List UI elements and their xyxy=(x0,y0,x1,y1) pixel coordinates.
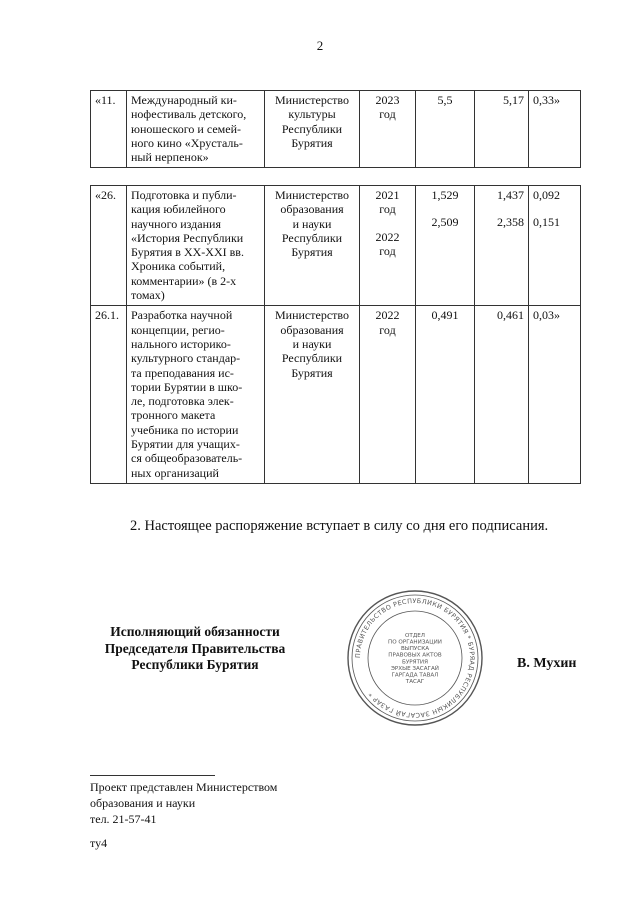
event-line: Разработка научной xyxy=(131,308,233,323)
footer-note xyxy=(90,779,277,827)
event-description xyxy=(127,91,265,168)
value-line: 2,358 xyxy=(497,215,524,230)
event-line: ный нерпенок» xyxy=(131,150,209,165)
event-description xyxy=(127,186,265,306)
signer-name: В. Мухин xyxy=(517,656,577,671)
year-line: год xyxy=(379,243,396,258)
event-line: Подготовка и публи- xyxy=(131,188,237,202)
org-line: Республики xyxy=(281,121,343,136)
event-line: Хроника событий, xyxy=(131,259,226,274)
value-total: 5,5 xyxy=(416,91,475,168)
clause-effective-date: 2. Настоящее распоряжение вступает в силу со дня его подписания. xyxy=(130,518,549,534)
responsible-org xyxy=(265,186,360,306)
signer-title xyxy=(80,624,310,674)
year-line: год xyxy=(379,107,396,122)
event-line: концепции, регио- xyxy=(131,322,225,337)
org-line: Республики xyxy=(281,351,343,366)
document-code: ту4 xyxy=(90,836,108,850)
event-line: ле, подготовка элек- xyxy=(131,394,234,409)
event-line: нального историко- xyxy=(131,336,231,351)
org-line: Бурятия xyxy=(291,135,333,150)
value-line: 0,151 xyxy=(533,215,560,230)
row-number: «11. xyxy=(91,91,127,168)
table-row xyxy=(91,186,581,306)
org-line: образования xyxy=(280,202,344,217)
responsible-org xyxy=(265,91,360,168)
seal-center-line: БУРЯТИЯ xyxy=(402,659,428,666)
value-line: 2,509 xyxy=(431,215,459,230)
org-line: Республики xyxy=(281,230,343,245)
org-line: Министерство xyxy=(275,188,349,202)
footer-divider xyxy=(90,775,215,776)
value-budget: 0,461 xyxy=(475,306,529,484)
seal-center-line: ГАРГАДА ТАВАЛ xyxy=(391,672,439,679)
org-line: образования xyxy=(280,322,344,337)
footer-note-line: Проект представлен Министерством xyxy=(90,780,278,794)
value-line: 1,437 xyxy=(497,188,524,202)
year-line: год xyxy=(379,322,396,337)
year-line: 2021 xyxy=(375,188,400,202)
event-line: ных организаций xyxy=(131,465,219,480)
year-line: 2022 xyxy=(375,308,400,323)
event-line: юношеского и семей- xyxy=(131,121,241,136)
event-line: кация юбилейного xyxy=(131,202,226,217)
seal-center-line: ПРАВОВЫХ АКТОВ xyxy=(388,652,442,659)
event-line: та преподавания ис- xyxy=(131,365,234,380)
year-line: год xyxy=(379,202,396,217)
signer-title-line: Республики Бурятия xyxy=(131,657,259,672)
seal-center-text xyxy=(388,633,442,685)
org-line: Министерство xyxy=(275,308,349,323)
event-line: томах) xyxy=(131,288,165,303)
value-budget: 5,17 xyxy=(475,91,529,168)
table-row xyxy=(91,91,581,168)
event-line: ся общеобразователь- xyxy=(131,451,243,466)
table-history-projects xyxy=(90,185,581,484)
value-line: 0,092 xyxy=(533,188,560,202)
event-line: нофестиваль детского, xyxy=(131,107,247,122)
value-other: 0,03» xyxy=(529,306,581,484)
org-line: и науки xyxy=(292,336,332,351)
year-cell xyxy=(360,306,416,484)
page-number: 2 xyxy=(316,38,324,53)
table-row xyxy=(91,306,581,484)
event-line: Бурятия в XX-XXI вв. xyxy=(131,245,244,260)
event-line: «История Республики xyxy=(131,230,244,245)
org-line: Бурятия xyxy=(291,245,333,260)
org-line: Бурятия xyxy=(291,365,333,380)
row-number: «26. xyxy=(91,186,127,306)
year-line: 2023 xyxy=(375,93,400,107)
org-line: и науки xyxy=(292,216,332,231)
year-line: 2022 xyxy=(375,229,400,244)
responsible-org xyxy=(265,306,360,484)
org-line: культуры xyxy=(288,107,336,122)
event-line: ного кино «Хрусталь- xyxy=(131,135,243,150)
signer-title-line: Исполняющий обязанности xyxy=(110,624,280,639)
event-description xyxy=(127,306,265,484)
seal-center-line: ОТДЕЛ xyxy=(405,632,425,639)
event-line: научного издания xyxy=(131,216,221,231)
value-budget xyxy=(475,186,529,306)
value-total: 0,491 xyxy=(416,306,475,484)
year-cell xyxy=(360,91,416,168)
event-line: тории Бурятии в шко- xyxy=(131,379,243,394)
footer-note-line: тел. 21-57-41 xyxy=(90,812,157,826)
event-line: тронного макета xyxy=(131,408,216,423)
seal-center-line: ТАСАГ xyxy=(405,679,425,686)
value-total xyxy=(416,186,475,306)
year-cell xyxy=(360,186,416,306)
seal-center-line: ПО ОРГАНИЗАЦИИ xyxy=(388,639,442,646)
seal-center-line: ВЫПУСКА xyxy=(400,646,430,653)
footer-note-line: образования и науки xyxy=(90,796,196,810)
event-line: Международный ки- xyxy=(131,93,237,107)
table-kinofestival xyxy=(90,90,581,168)
row-number: 26.1. xyxy=(91,306,127,484)
org-line: Министерство xyxy=(275,93,349,107)
event-line: учебника по истории xyxy=(131,422,239,437)
value-other: 0,33» xyxy=(529,91,581,168)
official-seal xyxy=(345,588,485,728)
event-line: Бурятии для учащих- xyxy=(131,437,240,452)
seal-ring-text: ПРАВИТЕЛЬСТВО РЕСПУБЛИКИ БУРЯТИЯ * БУРЯАД РЕСПУБЛИКЫН ЗАСАГАЙ ГАЗАР * xyxy=(353,596,477,720)
event-line: культурного стандар- xyxy=(131,351,241,366)
seal-center-line: ЭРХЫЕ ЗАСАГАЙ xyxy=(391,665,439,672)
value-other xyxy=(529,186,581,306)
value-line: 1,529 xyxy=(431,188,459,202)
signer-title-line: Председателя Правительства xyxy=(104,640,286,656)
event-line: комментарии» (в 2-х xyxy=(131,273,237,288)
